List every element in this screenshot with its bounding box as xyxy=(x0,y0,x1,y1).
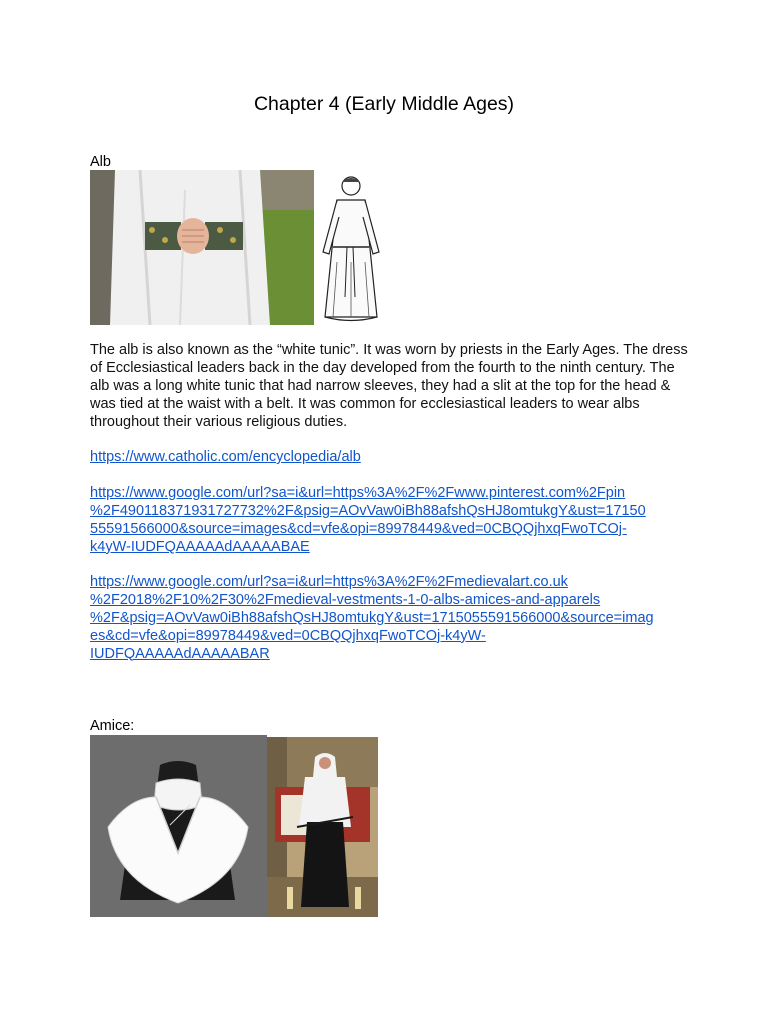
alb-drawing-graphic xyxy=(317,172,385,325)
alb-description: The alb is also known as the “white tunic”. It was worn by priests in the Early Ages. The dress of Ecclesiastical leaders back in the day developed from the fourth to the ninth century. The alb was a long white tunic that had narrow sleeves, they had a slit at the top for the head & was tied at the waist with a belt. It was common for ecclesiastical leaders to wear albs throughout their various religious duties. xyxy=(90,342,688,430)
alb-photo-graphic xyxy=(90,170,314,325)
alb-drawing-image xyxy=(317,172,385,325)
alb-link-pinterest[interactable]: https://www.google.com/url?sa=i&url=https%3A%2F%2Fwww.pinterest.com%2Fpin %2F490118371931727732%2F&psig=AOvVaw0iBh88afshQsHJ8omtukgY&ust=17150 55591566000&source=images&cd=vfe&opi=89978449&ved=0CBQQjhxqFwoTCOj- k4yW-IUDFQAAAAAdAAAAABAE xyxy=(90,485,646,555)
alb-photo-image xyxy=(90,170,314,325)
alb-link-medievalart[interactable]: https://www.google.com/url?sa=i&url=https%3A%2F%2Fmedievalart.co.uk %2F2018%2F10%2F30%2Fmedieval-vestments-1-0-albs-amices-and-apparels %2F&psig=AOvVaw0iBh88afshQsHJ8omtukgY&ust=1715055591566000&source=imag es&cd=vfe&opi=89978449&ved=0CBQQjhxqFwoTCOj-k4yW- IUDFQAAAAAdAAAAABAR xyxy=(90,574,654,662)
amice-photo-image xyxy=(90,735,267,917)
amice-heading: Amice: xyxy=(90,718,135,734)
amice-painting-image xyxy=(267,737,378,917)
page-title: Chapter 4 (Early Middle Ages) xyxy=(253,93,515,115)
alb-link-catholic[interactable]: https://www.catholic.com/encyclopedia/alb xyxy=(90,449,361,465)
amice-painting-graphic xyxy=(267,737,378,917)
alb-heading: Alb xyxy=(90,154,111,170)
amice-photo-graphic xyxy=(90,735,267,917)
